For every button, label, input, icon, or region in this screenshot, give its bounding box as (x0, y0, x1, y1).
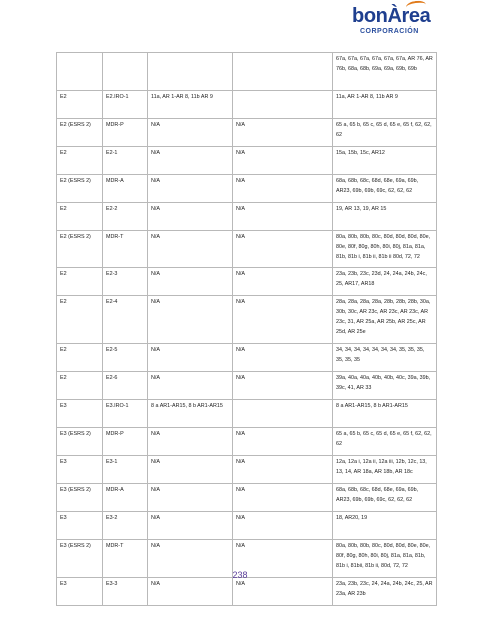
table-cell-c2: MDR-P (103, 119, 148, 147)
table-row (57, 344, 437, 372)
table-cell-c5: 23a, 23b, 23c, 23d, 24, 24a, 24b, 24c, 25, AR17, AR18 (333, 268, 437, 296)
table-cell-c2: E2.IRO-1 (103, 91, 148, 119)
table-cell-c3: N/A (148, 231, 233, 268)
table-cell-c3: N/A (148, 540, 233, 578)
table-cell-c2: MDR-T (103, 540, 148, 578)
table-row (57, 400, 437, 428)
table-cell-c4: N/A (233, 268, 333, 296)
table-cell-c4 (233, 91, 333, 119)
table-cell-c4: N/A (233, 296, 333, 344)
table-cell-c4: N/A (233, 456, 333, 484)
table-cell-c2 (103, 53, 148, 91)
table-cell-c5: 68a, 68b, 68c, 68d, 68e, 69a, 69b, AR23, 69b, 69b, 69c, 62, 62, 62 (333, 484, 437, 512)
table-cell-c3: N/A (148, 203, 233, 231)
table-row (57, 147, 437, 175)
table-row (57, 119, 437, 147)
table-cell-c4: N/A (233, 344, 333, 372)
logo-subtitle: CORPORACIÓN (360, 28, 419, 35)
esrs-index-table (56, 52, 437, 606)
table-cell-c4: N/A (233, 578, 333, 606)
table-cell-c5: 80a, 80b, 80b, 80c, 80d, 80d, 80d, 80e, 80e, 80f, 80g, 80h, 80i, 80j, 81a, 81a, 81b, 81b i, 81b ii, 81b ii 80d, 72, 72 (333, 231, 437, 268)
table-cell-c3: N/A (148, 578, 233, 606)
table-cell-c5: 68a, 68b, 68c, 68d, 68e, 69a, 69b, AR23, 69b, 69b, 69c, 62, 62, 62 (333, 175, 437, 203)
table-cell-c1: E3 (ESRS 2) (57, 540, 103, 578)
table-cell-c1: E2 (57, 203, 103, 231)
table-cell-c2: MDR-T (103, 231, 148, 268)
table-cell-c2: MDR-P (103, 428, 148, 456)
table-cell-c1 (57, 53, 103, 91)
table-cell-c2: E2-5 (103, 344, 148, 372)
table-cell-c3: N/A (148, 119, 233, 147)
table-cell-c5: 28a, 28a, 28a, 28a, 28b, 28b, 28b, 30a, 30b, 30c, AR 23c, AR 23c, AR 23c, AR 23c, 31, AR 25a, AR 25b, AR 25c, AR 25d, AR 25e (333, 296, 437, 344)
table-cell-c4: N/A (233, 203, 333, 231)
table-cell-c1: E3 (57, 400, 103, 428)
table-cell-c3: N/A (148, 428, 233, 456)
table-cell-c2: E2-6 (103, 372, 148, 400)
table-cell-c5: 11a, AR 1-AR 8, 11b AR 9 (333, 91, 437, 119)
table-cell-c1: E2 (ESRS 2) (57, 175, 103, 203)
table-cell-c4: N/A (233, 175, 333, 203)
table-row (57, 231, 437, 268)
table-cell-c3: N/A (148, 484, 233, 512)
table-cell-c1: E2 (ESRS 2) (57, 119, 103, 147)
table-cell-c1: E2 (57, 147, 103, 175)
table-row (57, 512, 437, 540)
table-cell-c5: 15a, 15b, 15c, AR12 (333, 147, 437, 175)
table-cell-c2: E2-1 (103, 147, 148, 175)
company-logo (352, 6, 452, 40)
table-cell-c3: N/A (148, 147, 233, 175)
table-cell-c3: 11a, AR 1-AR 8, 11b AR 9 (148, 91, 233, 119)
table-row (57, 53, 437, 91)
table-cell-c4: N/A (233, 428, 333, 456)
table-cell-c1: E2 (57, 372, 103, 400)
table-cell-c4: N/A (233, 512, 333, 540)
table-cell-c1: E3 (57, 578, 103, 606)
table-cell-c5: 67a, 67a, 67a, 67a, 67a, 67a, AR 76, AR 76b, 68a, 68b, 69a, 69a, 69b, 69b (333, 53, 437, 91)
table-cell-c3: 8 a AR1-AR15, 8 b AR1-AR15 (148, 400, 233, 428)
table-cell-c5: 65 a, 65 b, 65 c, 65 d, 65 e, 65 f, 62, 62, 62 (333, 428, 437, 456)
table-cell-c4 (233, 53, 333, 91)
table-cell-c2: E3.IRO-1 (103, 400, 148, 428)
table-cell-c2: E3-1 (103, 456, 148, 484)
table-row (57, 203, 437, 231)
table-cell-c1: E2 (57, 91, 103, 119)
table-cell-c3: N/A (148, 175, 233, 203)
table-cell-c5: 23a, 23b, 23c, 24, 24a, 24b, 24c, 25, AR 23a, AR 23b (333, 578, 437, 606)
table-cell-c5: 80a, 80b, 80b, 80c, 80d, 80d, 80e, 80e, 80f, 80g, 80h, 80i, 80j, 81a, 81a, 81b, 81b i, 81bii, 81b ii, 80d, 72, 72 (333, 540, 437, 578)
table-row (57, 372, 437, 400)
table-cell-c4: N/A (233, 231, 333, 268)
table-cell-c2: MDR-A (103, 484, 148, 512)
table-cell-c1: E3 (57, 512, 103, 540)
table-cell-c2: E2-3 (103, 268, 148, 296)
table-cell-c2: E3-3 (103, 578, 148, 606)
table-cell-c4: N/A (233, 484, 333, 512)
table-cell-c2: MDR-A (103, 175, 148, 203)
table-row (57, 175, 437, 203)
table-row (57, 578, 437, 606)
table-cell-c5: 19, AR 13, 19, AR 15 (333, 203, 437, 231)
table-cell-c5: 8 a AR1-AR15, 8 b AR1-AR15 (333, 400, 437, 428)
table-cell-c1: E2 (57, 344, 103, 372)
table-row (57, 268, 437, 296)
table-cell-c3: N/A (148, 296, 233, 344)
table-cell-c2: E2-4 (103, 296, 148, 344)
table-cell-c3: N/A (148, 372, 233, 400)
table-cell-c3: N/A (148, 456, 233, 484)
table-cell-c1: E2 (ESRS 2) (57, 231, 103, 268)
table-cell-c2: E3-2 (103, 512, 148, 540)
table-cell-c3: N/A (148, 344, 233, 372)
table-cell-c1: E2 (57, 268, 103, 296)
table-row (57, 91, 437, 119)
logo-wordmark: bonÀrea (352, 5, 431, 27)
table-cell-c4: N/A (233, 372, 333, 400)
table-row (57, 428, 437, 456)
table-cell-c3: N/A (148, 512, 233, 540)
table-cell-c5: 39a, 40a, 40a, 40b, 40b, 40c, 39a, 39b, 39c, 41, AR 33 (333, 372, 437, 400)
table-cell-c4: N/A (233, 540, 333, 578)
table-cell-c5: 65 a, 65 b, 65 c, 65 d, 65 e, 65 f, 62, 62, 62 (333, 119, 437, 147)
table-cell-c1: E3 (ESRS 2) (57, 428, 103, 456)
table-cell-c5: 18, AR20, 19 (333, 512, 437, 540)
table-cell-c4: N/A (233, 119, 333, 147)
table-cell-c1: E3 (ESRS 2) (57, 484, 103, 512)
table-cell-c4 (233, 400, 333, 428)
table-row (57, 484, 437, 512)
table-cell-c4: N/A (233, 147, 333, 175)
page-number: 238 (232, 570, 248, 580)
table-cell-c1: E3 (57, 456, 103, 484)
table-row (57, 456, 437, 484)
table-cell-c3 (148, 53, 233, 91)
table-cell-c2: E2-2 (103, 203, 148, 231)
table-row (57, 296, 437, 344)
table-cell-c3: N/A (148, 268, 233, 296)
table-cell-c5: 34, 34, 34, 34, 34, 34, 34, 35, 35, 35, 35, 35, 35 (333, 344, 437, 372)
table-cell-c5: 12a, 12a i, 12a ii, 12a iii, 12b, 12c, 13, 13, 14, AR 18a, AR 18b, AR 18c (333, 456, 437, 484)
table-cell-c1: E2 (57, 296, 103, 344)
